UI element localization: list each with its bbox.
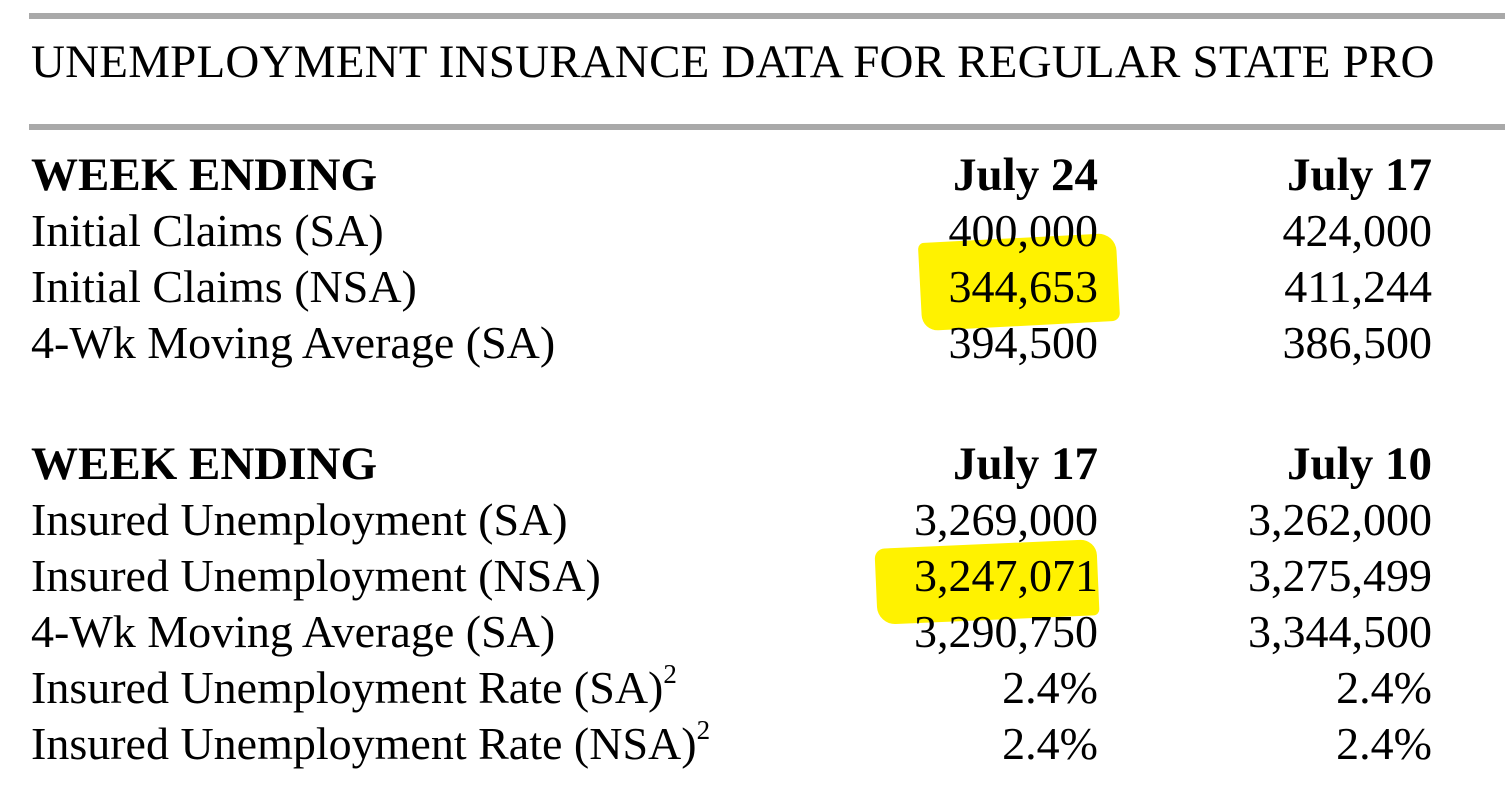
footnote-marker: 2 bbox=[663, 658, 677, 689]
row-label: Insured Unemployment (NSA) bbox=[31, 550, 601, 601]
row-value: 3,269,000 bbox=[914, 494, 1098, 545]
title-underline-rule bbox=[29, 124, 1505, 130]
row-value: 3,290,750 bbox=[914, 606, 1098, 657]
row-value: 3,262,000 bbox=[1248, 494, 1432, 545]
section1-header-row bbox=[0, 147, 1505, 203]
table-row bbox=[0, 492, 1505, 548]
row-label: Initial Claims (SA) bbox=[31, 205, 384, 256]
row-value: 344,653 bbox=[948, 261, 1098, 312]
row-value: 2.4% bbox=[1002, 718, 1098, 769]
row-value: 2.4% bbox=[1336, 718, 1432, 769]
row-label bbox=[31, 716, 710, 772]
row-value: 411,244 bbox=[1284, 261, 1432, 312]
table-row bbox=[0, 660, 1505, 716]
week-ending-label: WEEK ENDING bbox=[31, 438, 378, 490]
row-label: Initial Claims (NSA) bbox=[31, 261, 417, 312]
row-value: 2.4% bbox=[1002, 662, 1098, 713]
top-rule bbox=[29, 13, 1505, 19]
row-label-text: Insured Unemployment Rate (NSA) bbox=[31, 718, 697, 769]
section2-header-row bbox=[0, 436, 1505, 492]
row-label: 4-Wk Moving Average (SA) bbox=[31, 606, 556, 657]
row-value: 2.4% bbox=[1336, 662, 1432, 713]
table-row bbox=[0, 203, 1505, 259]
row-label: 4-Wk Moving Average (SA) bbox=[31, 317, 556, 368]
column-header-date: July 17 bbox=[1287, 149, 1432, 201]
row-value: 3,275,499 bbox=[1248, 550, 1432, 601]
table-row bbox=[0, 716, 1505, 772]
table-row bbox=[0, 548, 1505, 604]
week-ending-label: WEEK ENDING bbox=[31, 149, 378, 201]
row-value: 424,000 bbox=[1282, 205, 1432, 256]
row-value: 394,500 bbox=[948, 317, 1098, 368]
row-label: Insured Unemployment (SA) bbox=[31, 494, 568, 545]
table-row bbox=[0, 315, 1505, 371]
row-label bbox=[31, 660, 677, 716]
row-value: 3,247,071 bbox=[914, 550, 1098, 601]
column-header-date: July 17 bbox=[953, 438, 1098, 490]
table-row bbox=[0, 259, 1505, 315]
row-value: 3,344,500 bbox=[1248, 606, 1432, 657]
row-value: 400,000 bbox=[948, 205, 1098, 256]
column-header-date: July 10 bbox=[1287, 438, 1432, 490]
document-title: UNEMPLOYMENT INSURANCE DATA FOR REGULAR STATE PRO bbox=[31, 36, 1435, 88]
footnote-marker: 2 bbox=[696, 714, 711, 745]
row-label-text: Insured Unemployment Rate (SA) bbox=[31, 662, 664, 713]
table-row bbox=[0, 604, 1505, 660]
row-value: 386,500 bbox=[1282, 317, 1432, 368]
column-header-date: July 24 bbox=[953, 149, 1098, 201]
